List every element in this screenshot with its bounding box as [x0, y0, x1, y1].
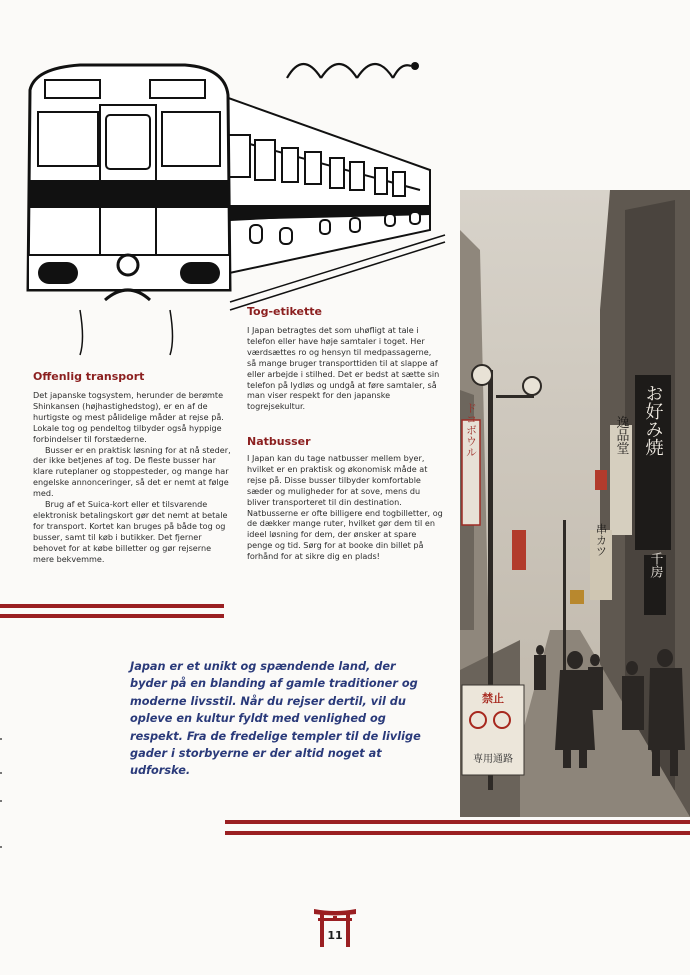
- sign-text: ドコボウル: [464, 402, 478, 458]
- section-body-natbusser: [247, 453, 443, 562]
- section-heading-etikette: Tog-etikette: [247, 305, 322, 318]
- section-heading-natbusser: Natbusser: [247, 435, 311, 448]
- sign-text: 串カツ: [594, 523, 608, 557]
- decorative-stripes-left: [0, 604, 224, 618]
- paragraph: Busser er en praktisk løsning for at nå steder, der ikke betjenes af tog. De fleste busser har klare ruteplaner og stoppesteder, og mange har engelske annonceringer, så det er nemt at følge med.: [33, 444, 231, 499]
- paragraph: Brug af et Suica-kort eller et tilsvarende elektronisk betalingskort gør det nemt at betale for transport. Kortet kan bruges på både tog og busser, samt til køb i butikker. Det fjerner behovet for at købe billetter og gør rejserne mere bekvemme.: [33, 499, 228, 564]
- paragraph: I Japan kan du tage natbusser mellem byer, hvilket er en praktisk og økonomisk måde at rejse på. Disse busser tilbyder komfortable sæder og muligheder for at sove, mens du bliver transporteret til din destination. Natbusserne er ofte billigere end togbilletter, og de dækker mange ruter, hvilket gør dem til en ideel løsning for dem, der ønsker at spare penge og tid. Sørg for at booke din billet på forhånd for at sikre dig en plads!: [247, 453, 443, 562]
- section-heading-transport: Offenlig transport: [33, 370, 145, 383]
- page-number: 11: [327, 929, 343, 942]
- sign-text: 禁止: [482, 692, 504, 705]
- section-body-etikette: [247, 325, 443, 412]
- train-illustration: [20, 40, 450, 360]
- sign-text: 千房: [647, 552, 663, 578]
- section-body-transport: [33, 390, 233, 565]
- street-photo: [460, 190, 690, 817]
- paragraph: Det japanske togsystem, herunder de berømte Shinkansen (højhastighedstog), er en af de hurtigste og mest pålidelige måder at rejse på. Lokale tog og pendeltog tilbyder også hyppige forbindelser til forstæderne.: [33, 390, 224, 444]
- paragraph: I Japan betragtes det som uhøfligt at tale i telefon eller have høje samtaler i toget. Her værdsættes ro og hensyn til medpassagerne, så mange bruger transporttiden til at slappe af eller arbejde i stilhed. Det er bedst at sætte sin telefon på lydløs og undgå at føre samtaler, så man viser respekt for den japanske togrejsekultur.: [247, 325, 440, 412]
- edge-marks: [0, 738, 4, 858]
- decorative-stripes-bottom: [225, 820, 690, 835]
- arc-line-decoration: [283, 50, 423, 86]
- sign-text: 逸品堂: [613, 415, 629, 455]
- pull-quote: Japan er et unikt og spændende land, der byder på en blanding af gamle traditioner og moderne livsstil. Når du rejser dertil, vil du opleve en kultur fyldt med venlighed og respekt. Fra de fredelige templer til de livlige gader i storbyerne er der altid noget at udforske.: [130, 660, 421, 778]
- sign-text: お好み焼: [642, 384, 664, 456]
- sign-text: 専用通路: [473, 754, 513, 765]
